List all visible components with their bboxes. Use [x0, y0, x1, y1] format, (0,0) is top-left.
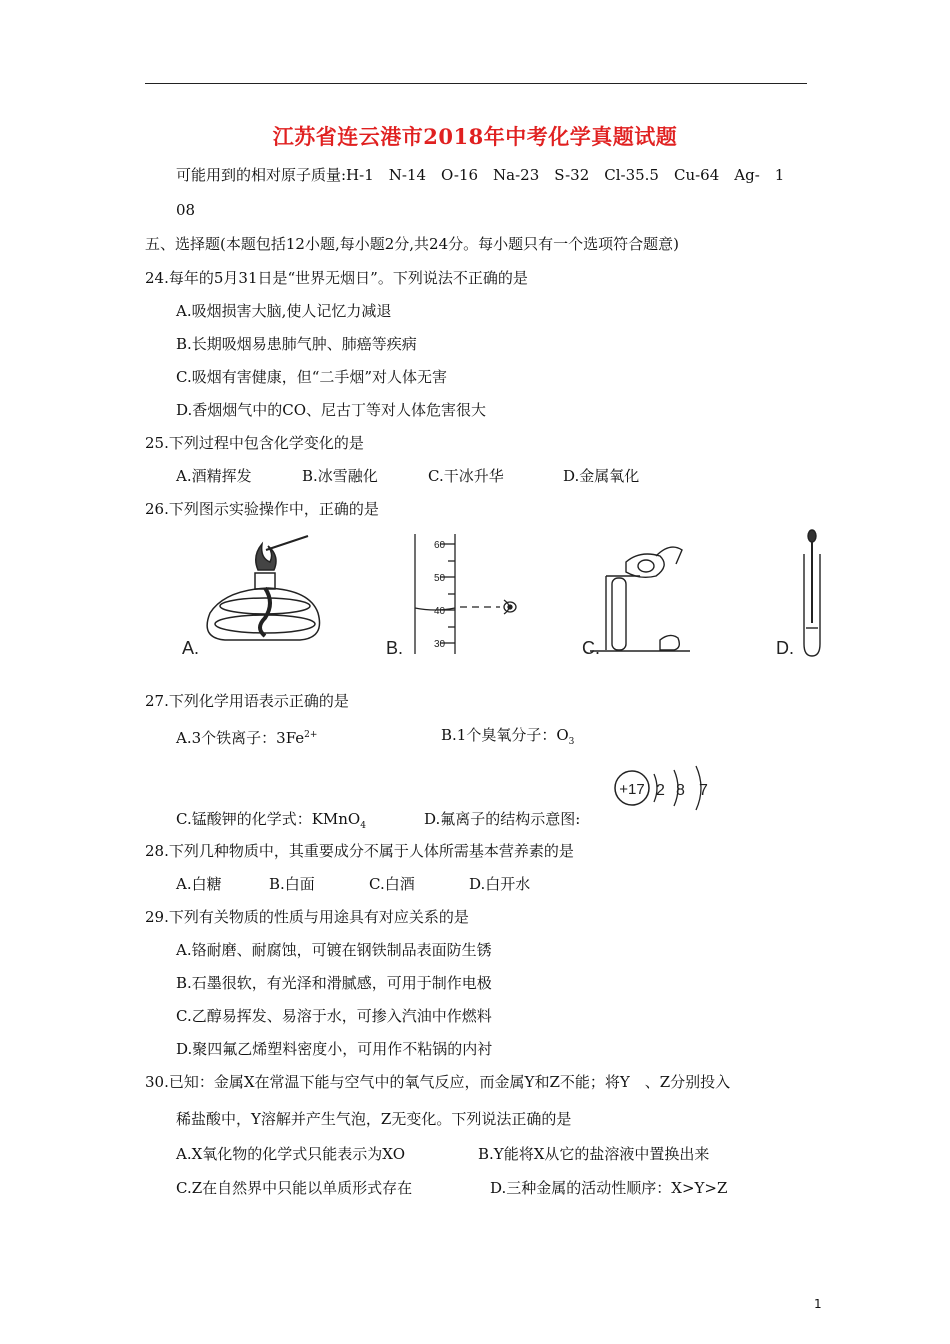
question-24-stem: 24.每年的5月31日是“世界无烟日”。下列说法不正确的是: [145, 269, 528, 287]
section-heading: 五、选择题(本题包括12小题,每小题2分,共24分。每小题只有一个选项符合题意): [145, 235, 679, 253]
shell-electrons-1: 2: [656, 782, 665, 799]
question-29-option-b: B.石墨很软，有光泽和滑腻感，可用于制作电极: [176, 974, 492, 992]
pouring-reagent-figure: [590, 547, 690, 651]
figure-label-b: B.: [386, 638, 404, 658]
question-27-stem: 27.下列化学用语表示正确的是: [145, 692, 349, 710]
cylinder-tick-50: 50: [434, 573, 446, 584]
question-27-option-c-text: C.锰酸钾的化学式：KMnO: [176, 810, 361, 828]
question-29-option-a: A.铬耐磨、耐腐蚀，可镀在钢铁制品表面防生锈: [176, 941, 492, 959]
question-24-option-c: C.吸烟有害健康，但“二手烟”对人体无害: [176, 368, 448, 386]
ozone-subscript: 3: [568, 737, 575, 747]
figure-label-d: D.: [776, 638, 794, 658]
question-25-option-a: A.酒精挥发: [176, 467, 252, 485]
question-25-option-d: D.金属氧化: [563, 467, 640, 485]
question-26-stem: 26.下列图示实验操作中，正确的是: [145, 500, 379, 518]
question-27-option-b-text: B.1个臭氧分子：O: [441, 726, 569, 744]
shell-electrons-2: 8: [676, 782, 685, 799]
question-26-figure: [170, 528, 860, 666]
question-27-option-a-text: A.3个铁离子：3Fe: [176, 729, 305, 747]
shell-electrons-3: 7: [699, 782, 708, 799]
fluoride-ion-diagram: [612, 762, 722, 814]
question-25-stem: 25.下列过程中包含化学变化的是: [145, 434, 364, 452]
question-28-option-b: B.白面: [269, 875, 315, 893]
question-28-option-d: D.白开水: [469, 875, 531, 893]
question-28-option-c: C.白酒: [369, 875, 415, 893]
question-24-option-a: A.吸烟损害大脑,使人记忆力减退: [176, 302, 392, 320]
question-30-stem-line1: 30.已知：金属X在常温下能与空气中的氧气反应，而金属Y和Z不能；将Y 、Z分别投入: [145, 1073, 731, 1091]
figure-label-c: C.: [582, 638, 600, 658]
question-25-option-b: B.冰雪融化: [302, 467, 378, 485]
figure-label-a: A.: [182, 638, 200, 658]
question-28-option-a: A.白糖: [176, 875, 222, 893]
atomic-masses-line1: 可能用到的相对原子质量:H-1 N-14 O-16 Na-23 S-32 Cl-35.5 Cu-64 Ag- 1: [176, 166, 785, 184]
question-29-option-c: C.乙醇易挥发、易溶于水，可掺入汽油中作燃料: [176, 1007, 492, 1025]
iron-ion-charge: 2+: [304, 730, 318, 740]
question-29-stem: 29.下列有关物质的性质与用途具有对应关系的是: [145, 908, 469, 926]
cylinder-tick-40: 40: [434, 606, 446, 617]
atomic-masses-line2: 08: [176, 201, 196, 219]
question-25-option-c: C.干冰升华: [428, 467, 504, 485]
alcohol-lamp-figure: [207, 536, 319, 640]
question-24-option-d: D.香烟烟气中的CO、尼古丁等对人体危害很大: [176, 401, 487, 419]
nucleus-charge: +17: [619, 781, 645, 798]
dropper-tube-figure: [804, 530, 820, 656]
question-27-option-d: D.氟离子的结构示意图:: [424, 810, 581, 828]
question-29-option-d: D.聚四氟乙烯塑料密度小，可用作不粘锅的内衬: [176, 1040, 493, 1058]
question-27-option-a: [176, 725, 317, 748]
question-24-option-b: B.长期吸烟易患肺气肿、肺癌等疾病: [176, 335, 417, 353]
cylinder-tick-30: 30: [434, 639, 446, 650]
question-30-option-b: B.Y能将X从它的盐溶液中置换出来: [478, 1145, 710, 1163]
page-title: 江苏省连云港市2018年中考化学真题试题: [272, 124, 678, 149]
question-30-option-d: D.三种金属的活动性顺序：X>Y>Z: [490, 1179, 728, 1197]
question-30-option-c: C.Z在自然界中只能以单质形式存在: [176, 1179, 413, 1197]
question-30-stem-line2: 稀盐酸中，Y溶解并产生气泡，Z无变化。下列说法正确的是: [176, 1110, 572, 1128]
cylinder-tick-60: 60: [434, 540, 446, 551]
header-rule: [145, 83, 807, 84]
question-30-option-a: A.X氧化物的化学式只能表示为XO: [176, 1145, 405, 1163]
question-27-option-c: [176, 809, 366, 836]
graduated-cylinder-figure: [415, 534, 516, 654]
question-27-option-b: [441, 725, 574, 752]
question-28-stem: 28.下列几种物质中，其重要成分不属于人体所需基本营养素的是: [145, 842, 574, 860]
permanganate-subscript: 4: [360, 821, 366, 831]
page-number: 1: [814, 1297, 822, 1311]
